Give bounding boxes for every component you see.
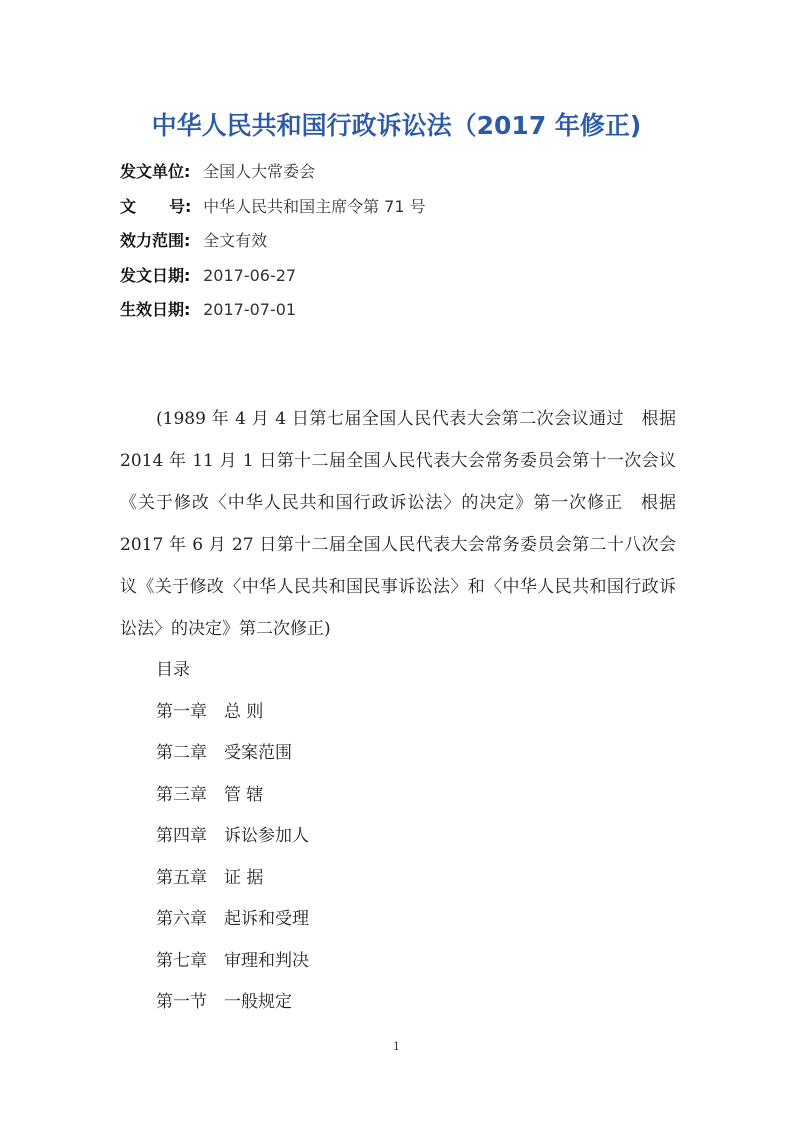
page-number: 1	[393, 1040, 400, 1053]
meta-value-scope: 全文有效	[203, 231, 268, 250]
toc-item: 第六章 起诉和受理	[156, 909, 309, 929]
meta-row-doc-number	[120, 196, 426, 231]
toc-item: 第五章 证 据	[156, 867, 264, 888]
toc-item: 第二章 受案范围	[156, 743, 292, 763]
meta-key-issuer: 发文单位:	[120, 162, 191, 181]
meta-value-issuer: 全国人大常委会	[203, 162, 316, 181]
toc-item: 第一节 一般规定	[156, 992, 292, 1012]
meta-key-scope: 效力范围:	[120, 231, 191, 250]
document-meta	[120, 161, 426, 334]
toc-item: 第四章 诉讼参加人	[156, 826, 309, 846]
meta-value-issue-date: 2017-06-27	[203, 265, 297, 285]
meta-key-doc-number: 文 号:	[120, 196, 192, 216]
toc-item: 第七章 审理和判决	[156, 950, 309, 971]
toc-item: 第一章 总 则	[156, 701, 264, 722]
document-title: 中华人民共和国行政诉讼法（2017 年修正)	[151, 111, 642, 140]
meta-row-effective-date	[120, 299, 426, 334]
meta-value-effective-date: 2017-07-01	[203, 300, 297, 319]
toc-item: 第三章 管 辖	[156, 784, 264, 805]
meta-row-issuer	[120, 161, 426, 196]
meta-key-effective-date: 生效日期:	[120, 300, 191, 319]
preamble-paragraph: (1989 年 4 月 4 日第七届全国人民代表大会第二次会议通过 根据 2014 年 11 月 1 日第十二届全国人民代表大会常务委员会第十一次会议《关于修改〈中华人民共和国行政诉讼法〉的决定》第一次修正 根据 2017 年 6 月 27 日第十二届全国人民代表大会常务委员会第二十八次会议《关于修改〈中华人民共和国民事诉讼法〉和〈中华人民共和国行政诉讼法〉的决定》第二次修正)	[120, 409, 676, 639]
document-body	[120, 398, 676, 1024]
meta-row-scope	[120, 230, 426, 265]
meta-row-issue-date	[120, 265, 426, 300]
meta-key-issue-date: 发文日期:	[120, 265, 191, 285]
toc-heading: 目录	[156, 660, 190, 680]
meta-value-doc-number: 中华人民共和国主席令第 71 号	[203, 196, 426, 216]
